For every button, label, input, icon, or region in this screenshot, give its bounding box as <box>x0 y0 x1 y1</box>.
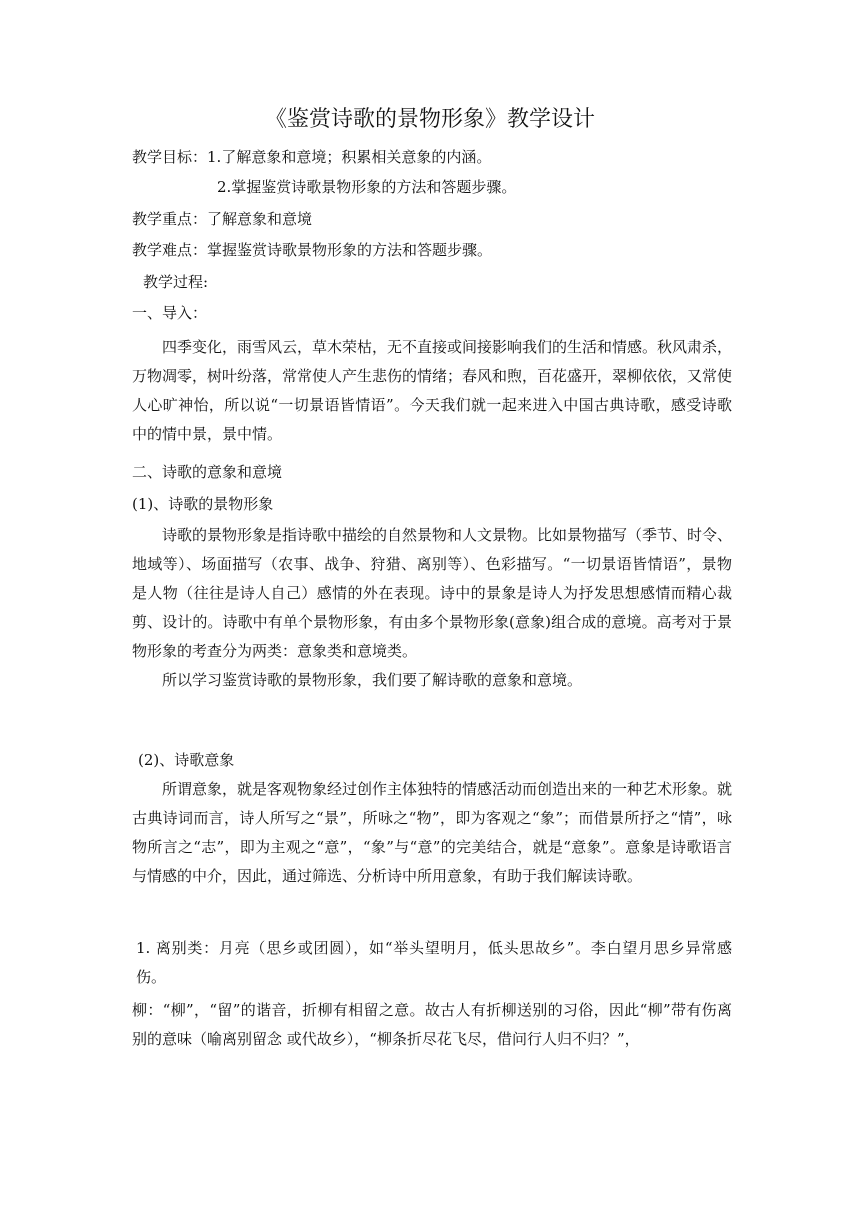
subsection-2-heading: (2)、诗歌意象 <box>138 751 235 769</box>
subsection-2-paragraph: 所谓意象，就是客观物象经过创作主体独特的情感活动而创造出来的一种艺术形象。就古典诗词而言，诗人所写之“景”，所咏之“物”，即为客观之“象”；而借景所抒之“情”，咏物所言之“志”，即为主观之“意”，“象”与“意”的完美结合，就是“意象”。意象是诗歌语言与情感的中介，因此，通过筛选、分析诗中所用意象，有助于我们解读诗歌。 <box>132 780 733 885</box>
section-1-heading: 一、导入： <box>132 304 208 322</box>
intro-text: 四季变化，雨雪风云，草木荣枯，无不直接或间接影响我们的生活和情感。秋风肃杀，万物凋零，树叶纷落，常常使人产生悲伤的情绪；春风和煦，百花盛开，翠柳依依，又常使人心旷神怡，所以说“一切景语皆情语”。今天我们就一起来进入中国古典诗歌，感受诗歌中的情中景，景中情。 <box>132 338 733 443</box>
goal-item-1: 1.了解意象和意境；积累相关意象的内涵。 <box>207 148 492 166</box>
willow-text: 柳：“柳”，“留”的谐音，折柳有相留之意。故古人有折柳送别的习俗，因此“柳”带有伤离别的意味（喻离别留念 或代故乡），“柳条折尽花飞尽，借问行人归不归？”， <box>132 1001 732 1048</box>
process-label: 教学过程: <box>143 273 209 291</box>
teaching-goal-line <box>132 145 491 169</box>
key-point-line: 教学重点：了解意象和意境 <box>132 210 313 228</box>
subsection-1-paragraph: 诗歌的景物形象是指诗歌中描绘的自然景物和人文景物。比如景物描写（季节、时令、地域等）、场面描写（农事、战争、狩猎、离别等）、色彩描写。“一切景语皆情语”，景物是人物（往往是诗人自己）感情的外在表现。诗中的景象是诗人为抒发思想感情而精心裁剪、设计的。诗歌中有单个景物形象，有由多个景物形象(意象)组合成的意境。高考对于景物形象的考查分为两类：意象类和意境类。 <box>132 526 733 660</box>
willow-paragraph <box>132 996 732 1054</box>
document-title: 《鉴赏诗歌的景物形象》教学设计 <box>264 107 595 132</box>
subsection-1-heading: (1)、诗歌的景物形象 <box>132 495 274 513</box>
subsection-1-body <box>132 521 732 695</box>
difficulty-line: 教学难点：掌握鉴赏诗歌景物形象的方法和答题步骤。 <box>132 241 493 259</box>
goal-item-2: 2.掌握鉴赏诗歌景物形象的方法和答题步骤。 <box>217 178 517 196</box>
section-2-heading: 二、诗歌的意象和意境 <box>132 463 283 481</box>
list-item-1 <box>136 934 732 992</box>
intro-paragraph <box>132 333 732 449</box>
list-item-1-text: 1. 离别类：月亮（思乡或团圆），如“举头望明月，低头思故乡”。李白望月思乡异常感伤。 <box>136 939 732 986</box>
subsection-2-body <box>132 775 732 891</box>
subsection-1-paragraph-2: 所以学习鉴赏诗歌的景物形象，我们要了解诗歌的意象和意境。 <box>162 671 583 689</box>
goal-label: 教学目标： <box>132 148 208 166</box>
